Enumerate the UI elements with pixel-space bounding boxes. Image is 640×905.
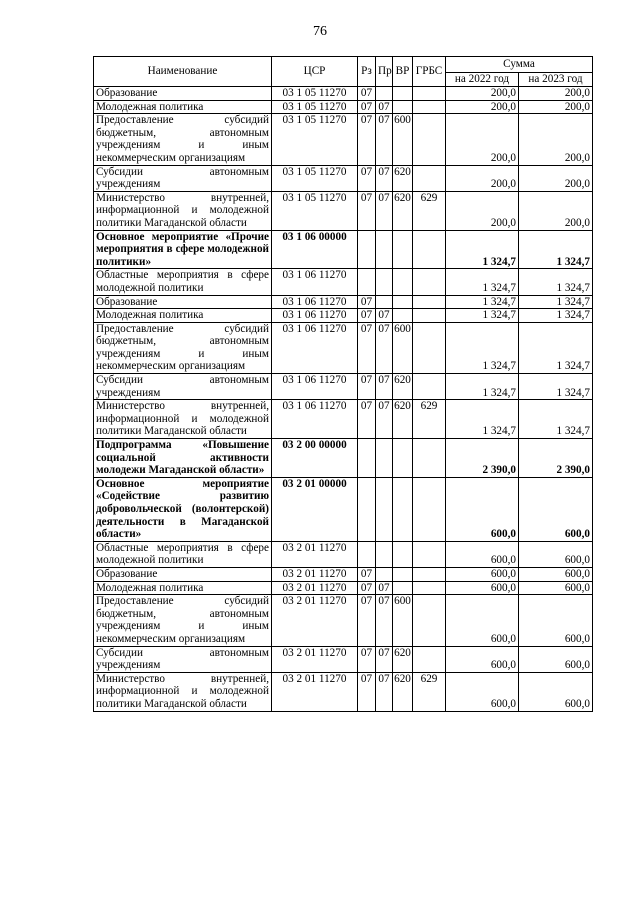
cell-grbs: [413, 114, 446, 165]
cell-csr: 03 1 06 00000: [272, 230, 358, 269]
cell-name: Образование: [94, 87, 272, 101]
cell-csr: 03 1 05 11270: [272, 191, 358, 230]
cell-csr: 03 1 06 11270: [272, 400, 358, 439]
cell-sum-2023: 200,0: [519, 114, 593, 165]
cell-vr: 620: [393, 672, 413, 711]
table-row: [94, 269, 593, 295]
header-year-2023: на 2023 год: [519, 73, 593, 87]
cell-csr: 03 1 06 11270: [272, 322, 358, 373]
cell-vr: [393, 541, 413, 567]
cell-name: Субсидии автономным учреждениям: [94, 165, 272, 191]
cell-grbs: [413, 322, 446, 373]
cell-grbs: [413, 581, 446, 595]
cell-grbs: [413, 269, 446, 295]
cell-rz: 07: [358, 400, 376, 439]
cell-csr: 03 1 05 11270: [272, 114, 358, 165]
table-row: [94, 295, 593, 309]
cell-sum-2023: 1 324,7: [519, 295, 593, 309]
cell-sum-2023: 200,0: [519, 165, 593, 191]
cell-grbs: [413, 439, 446, 478]
header-name: Наименование: [94, 57, 272, 87]
cell-pr: [376, 541, 393, 567]
cell-sum-2022: 600,0: [446, 581, 519, 595]
cell-name: Основное мероприятие «Содействие развитию добровольческой (волонтерской) деятельности в Магаданской области»: [94, 477, 272, 541]
header-sum: Сумма: [446, 57, 593, 73]
cell-sum-2023: 600,0: [519, 595, 593, 646]
budget-table: [93, 56, 593, 712]
cell-rz: 07: [358, 322, 376, 373]
cell-pr: [376, 439, 393, 478]
table-row: [94, 191, 593, 230]
cell-sum-2023: 2 390,0: [519, 439, 593, 478]
table-row: [94, 374, 593, 400]
cell-rz: 07: [358, 567, 376, 581]
cell-grbs: [413, 87, 446, 101]
table-row: [94, 309, 593, 323]
cell-rz: [358, 230, 376, 269]
cell-pr: [376, 87, 393, 101]
cell-vr: [393, 87, 413, 101]
cell-sum-2023: 600,0: [519, 672, 593, 711]
cell-name: Предоставление субсидий бюджетным, автономным учреждениям и иным некоммерческим организациям: [94, 114, 272, 165]
cell-rz: 07: [358, 165, 376, 191]
cell-vr: 620: [393, 165, 413, 191]
cell-rz: [358, 541, 376, 567]
cell-rz: 07: [358, 672, 376, 711]
cell-pr: 07: [376, 672, 393, 711]
cell-name: Образование: [94, 567, 272, 581]
cell-sum-2022: 600,0: [446, 567, 519, 581]
table-row: [94, 672, 593, 711]
cell-rz: 07: [358, 295, 376, 309]
cell-vr: 620: [393, 374, 413, 400]
cell-sum-2023: 600,0: [519, 567, 593, 581]
table-row: [94, 100, 593, 114]
table-row: [94, 439, 593, 478]
cell-name: Субсидии автономным учреждениям: [94, 646, 272, 672]
cell-pr: 07: [376, 374, 393, 400]
cell-grbs: [413, 595, 446, 646]
header-csr: ЦСР: [272, 57, 358, 87]
cell-sum-2022: 200,0: [446, 165, 519, 191]
cell-pr: 07: [376, 165, 393, 191]
cell-sum-2022: 200,0: [446, 87, 519, 101]
cell-grbs: [413, 541, 446, 567]
cell-sum-2022: 1 324,7: [446, 309, 519, 323]
table-row: [94, 322, 593, 373]
cell-csr: 03 2 01 11270: [272, 541, 358, 567]
cell-sum-2022: 200,0: [446, 114, 519, 165]
table-row: [94, 230, 593, 269]
cell-sum-2023: 200,0: [519, 100, 593, 114]
cell-rz: 07: [358, 114, 376, 165]
cell-pr: 07: [376, 595, 393, 646]
table-row: [94, 87, 593, 101]
cell-sum-2022: 1 324,7: [446, 374, 519, 400]
cell-csr: 03 1 05 11270: [272, 165, 358, 191]
cell-vr: [393, 100, 413, 114]
cell-pr: 07: [376, 114, 393, 165]
cell-name: Министерство внутренней, информационной и молодежной политики Магаданской области: [94, 400, 272, 439]
cell-csr: 03 2 01 11270: [272, 595, 358, 646]
cell-sum-2022: 600,0: [446, 541, 519, 567]
cell-vr: 620: [393, 646, 413, 672]
cell-sum-2022: 600,0: [446, 477, 519, 541]
cell-grbs: [413, 100, 446, 114]
cell-sum-2023: 1 324,7: [519, 374, 593, 400]
cell-name: Областные мероприятия в сфере молодежной политики: [94, 269, 272, 295]
cell-grbs: [413, 477, 446, 541]
cell-csr: 03 2 00 00000: [272, 439, 358, 478]
cell-csr: 03 1 06 11270: [272, 269, 358, 295]
cell-csr: 03 2 01 11270: [272, 672, 358, 711]
cell-sum-2023: 1 324,7: [519, 400, 593, 439]
cell-pr: 07: [376, 400, 393, 439]
cell-csr: 03 1 05 11270: [272, 87, 358, 101]
cell-vr: 620: [393, 400, 413, 439]
cell-pr: [376, 269, 393, 295]
cell-sum-2022: 1 324,7: [446, 295, 519, 309]
cell-rz: 07: [358, 646, 376, 672]
cell-name: Образование: [94, 295, 272, 309]
cell-vr: [393, 269, 413, 295]
cell-name: Основное мероприятие «Прочие мероприятия в сфере молодежной политики»: [94, 230, 272, 269]
cell-rz: 07: [358, 191, 376, 230]
cell-pr: [376, 230, 393, 269]
cell-rz: 07: [358, 100, 376, 114]
cell-name: Молодежная политика: [94, 309, 272, 323]
cell-name: Молодежная политика: [94, 581, 272, 595]
cell-csr: 03 1 05 11270: [272, 100, 358, 114]
table-row: [94, 477, 593, 541]
cell-pr: [376, 477, 393, 541]
cell-vr: [393, 230, 413, 269]
cell-sum-2023: 600,0: [519, 581, 593, 595]
cell-name: Предоставление субсидий бюджетным, автономным учреждениям и иным некоммерческим организациям: [94, 595, 272, 646]
cell-sum-2022: 1 324,7: [446, 230, 519, 269]
cell-sum-2022: 1 324,7: [446, 322, 519, 373]
header-rz: Рз: [358, 57, 376, 87]
table-row: [94, 646, 593, 672]
cell-grbs: 629: [413, 400, 446, 439]
cell-grbs: [413, 309, 446, 323]
cell-grbs: [413, 374, 446, 400]
cell-sum-2023: 600,0: [519, 541, 593, 567]
cell-sum-2022: 200,0: [446, 100, 519, 114]
cell-vr: [393, 567, 413, 581]
cell-sum-2022: 600,0: [446, 646, 519, 672]
cell-csr: 03 2 01 11270: [272, 581, 358, 595]
table-row: [94, 541, 593, 567]
cell-pr: 07: [376, 646, 393, 672]
cell-vr: [393, 439, 413, 478]
cell-rz: 07: [358, 595, 376, 646]
cell-vr: 600: [393, 322, 413, 373]
cell-grbs: [413, 567, 446, 581]
table-row: [94, 567, 593, 581]
cell-rz: [358, 477, 376, 541]
cell-sum-2022: 200,0: [446, 191, 519, 230]
cell-grbs: 629: [413, 191, 446, 230]
cell-sum-2022: 1 324,7: [446, 400, 519, 439]
table-row: [94, 400, 593, 439]
cell-sum-2022: 600,0: [446, 672, 519, 711]
cell-csr: 03 1 06 11270: [272, 374, 358, 400]
page-number: 76: [313, 24, 327, 39]
cell-rz: [358, 439, 376, 478]
cell-sum-2023: 1 324,7: [519, 322, 593, 373]
header-pr: Пр: [376, 57, 393, 87]
cell-pr: 07: [376, 191, 393, 230]
cell-sum-2022: 600,0: [446, 595, 519, 646]
cell-name: Субсидии автономным учреждениям: [94, 374, 272, 400]
cell-csr: 03 2 01 11270: [272, 567, 358, 581]
cell-sum-2022: 2 390,0: [446, 439, 519, 478]
cell-vr: 600: [393, 114, 413, 165]
cell-vr: 620: [393, 191, 413, 230]
cell-rz: 07: [358, 309, 376, 323]
cell-rz: 07: [358, 374, 376, 400]
cell-pr: 07: [376, 322, 393, 373]
cell-name: Молодежная политика: [94, 100, 272, 114]
cell-rz: 07: [358, 581, 376, 595]
cell-csr: 03 2 01 11270: [272, 646, 358, 672]
cell-sum-2023: 1 324,7: [519, 230, 593, 269]
cell-csr: 03 1 06 11270: [272, 309, 358, 323]
cell-name: Министерство внутренней, информационной и молодежной политики Магаданской области: [94, 191, 272, 230]
cell-name: Министерство внутренней, информационной и молодежной политики Магаданской области: [94, 672, 272, 711]
cell-csr: 03 2 01 00000: [272, 477, 358, 541]
cell-sum-2023: 600,0: [519, 646, 593, 672]
cell-sum-2023: 200,0: [519, 87, 593, 101]
cell-grbs: [413, 165, 446, 191]
cell-name: Предоставление субсидий бюджетным, автономным учреждениям и иным некоммерческим организациям: [94, 322, 272, 373]
cell-sum-2023: 600,0: [519, 477, 593, 541]
cell-sum-2023: 1 324,7: [519, 269, 593, 295]
table-row: [94, 581, 593, 595]
cell-grbs: [413, 295, 446, 309]
cell-vr: [393, 309, 413, 323]
cell-grbs: [413, 646, 446, 672]
cell-vr: [393, 581, 413, 595]
table-row: [94, 595, 593, 646]
header-vr: ВР: [393, 57, 413, 87]
cell-pr: [376, 567, 393, 581]
cell-name: Областные мероприятия в сфере молодежной политики: [94, 541, 272, 567]
cell-sum-2023: 1 324,7: [519, 309, 593, 323]
table-body: [94, 87, 593, 712]
cell-vr: [393, 477, 413, 541]
table-row: [94, 114, 593, 165]
cell-pr: 07: [376, 309, 393, 323]
table-header-row: [94, 57, 593, 73]
cell-sum-2022: 1 324,7: [446, 269, 519, 295]
cell-pr: 07: [376, 581, 393, 595]
cell-pr: 07: [376, 100, 393, 114]
cell-sum-2023: 200,0: [519, 191, 593, 230]
cell-name: Подпрограмма «Повышение социальной активности молодежи Магаданской области»: [94, 439, 272, 478]
header-year-2022: на 2022 год: [446, 73, 519, 87]
cell-rz: 07: [358, 87, 376, 101]
cell-grbs: 629: [413, 672, 446, 711]
cell-vr: [393, 295, 413, 309]
cell-pr: [376, 295, 393, 309]
header-grbs: ГРБС: [413, 57, 446, 87]
cell-csr: 03 1 06 11270: [272, 295, 358, 309]
table-row: [94, 165, 593, 191]
cell-grbs: [413, 230, 446, 269]
cell-vr: 600: [393, 595, 413, 646]
cell-rz: [358, 269, 376, 295]
